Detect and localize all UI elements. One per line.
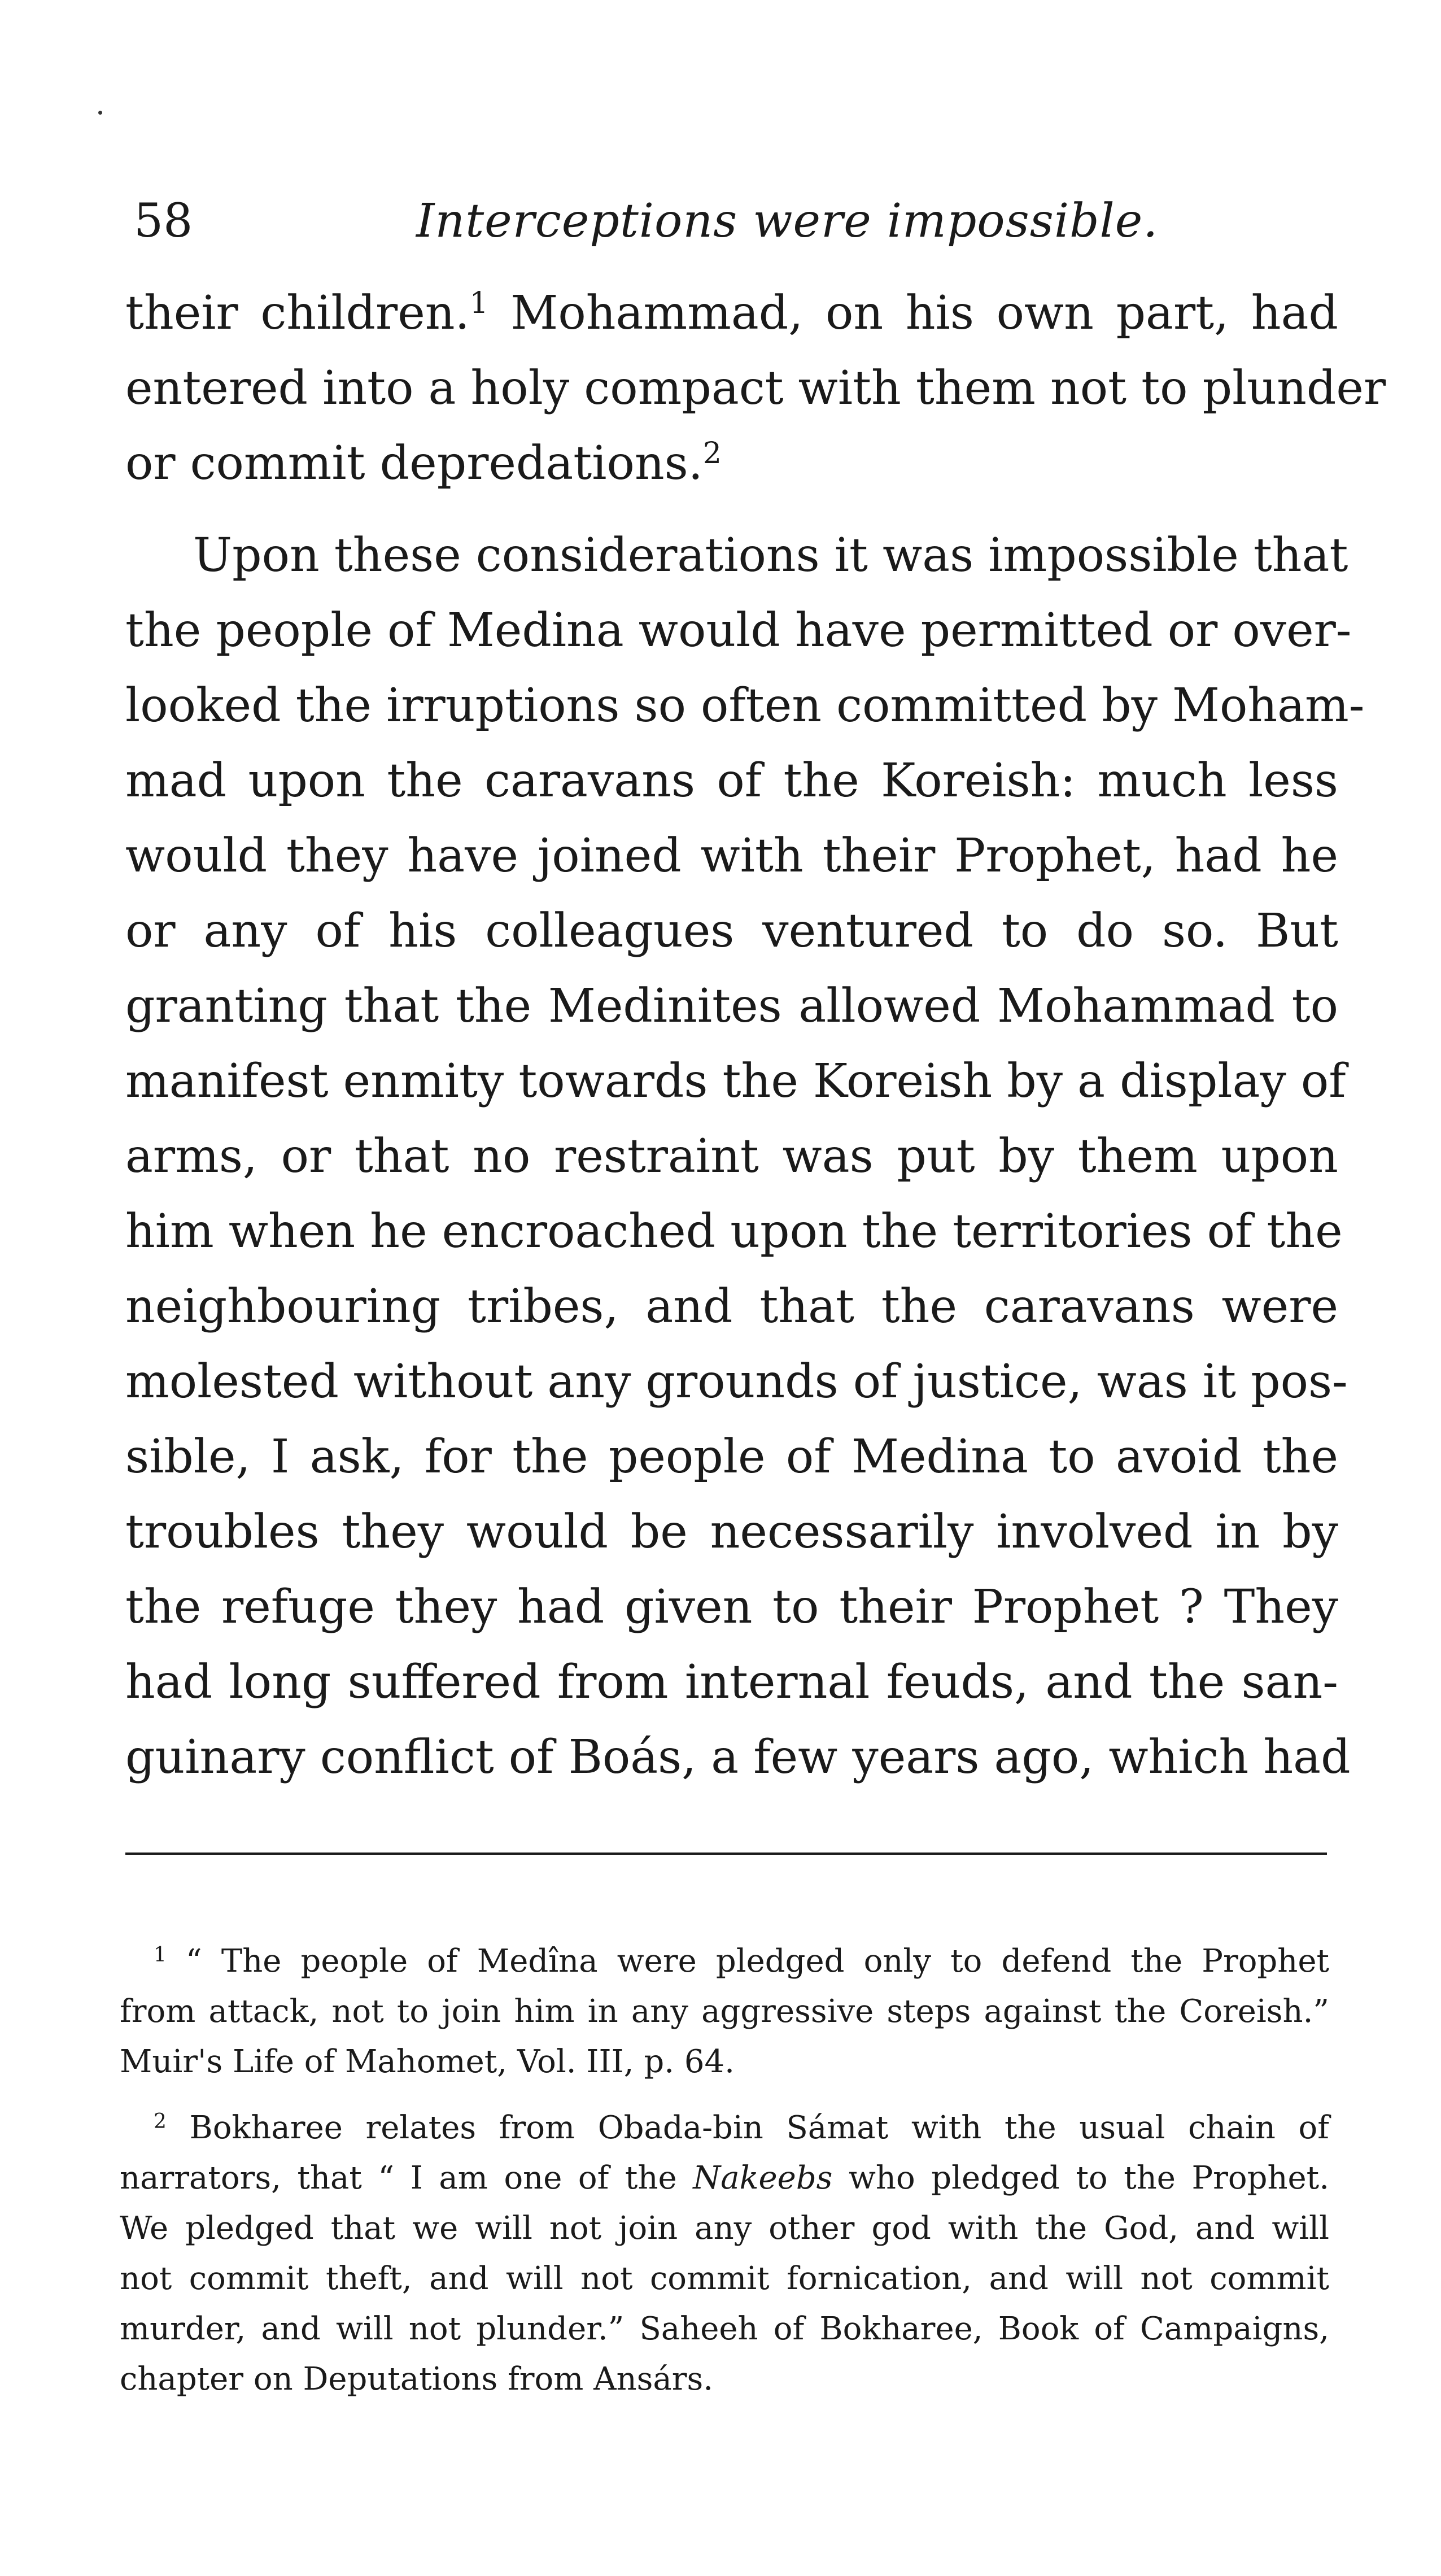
text-segment: “ The people of Medîna were pledged only to defend the Prophet xyxy=(166,1943,1329,1980)
footnote-1 xyxy=(120,1936,1329,2087)
body-text xyxy=(125,276,1386,1795)
text-line: guinary conflict of Boás, a few years ago, which had xyxy=(125,1731,1351,1784)
text-line xyxy=(125,426,1338,501)
text-line: arms, or that no restraint was put by them upon xyxy=(125,1130,1338,1183)
text-line: molested without any grounds of justice, was it pos- xyxy=(125,1355,1348,1409)
text-line: Upon these considerations it was impossible that xyxy=(193,529,1348,582)
page-speck xyxy=(98,111,102,115)
footnote-line: We pledged that we will not join any other god with the God, and will xyxy=(120,2210,1329,2247)
text-segment-italic: Nakeebs xyxy=(693,2160,833,2196)
footnote-ref-1: 1 xyxy=(469,286,488,320)
text-segment: or commit depredations. xyxy=(125,437,703,490)
footnote-line xyxy=(120,2103,1329,2153)
footnote-rule xyxy=(125,1853,1327,1855)
text-line: troubles they would be necessarily involved in by xyxy=(125,1505,1338,1559)
text-line: sible, I ask, for the people of Medina to avoid the xyxy=(125,1430,1338,1484)
footnotes xyxy=(120,1936,1329,2404)
text-segment: their children. xyxy=(125,286,470,340)
page-number: 58 xyxy=(134,194,193,248)
footnote-line: from attack, not to join him in any aggressive steps against the Coreish.” xyxy=(120,1993,1329,2030)
text-segment: who pledged to the Prophet. xyxy=(832,2160,1329,2196)
paragraph-1 xyxy=(125,276,1386,501)
footnote-ref-2: 2 xyxy=(702,437,722,470)
footnote-line: not commit theft, and will not commit fornication, and will not commit xyxy=(120,2260,1329,2297)
footnote-2 xyxy=(120,2103,1329,2404)
footnote-line: murder, and will not plunder.” Saheeh of Bokharee, Book of Campaigns, xyxy=(120,2311,1329,2347)
text-line: mad upon the caravans of the Koreish: much less xyxy=(125,754,1338,808)
text-line: had long suffered from internal feuds, and the san- xyxy=(125,1655,1338,1709)
text-line: entered into a holy compact with them not to plunder xyxy=(125,361,1386,415)
footnote-line: Muir's Life of Mahomet, Vol. III, p. 64. xyxy=(120,2043,735,2080)
text-line: would they have joined with their Prophet, had he xyxy=(125,829,1338,883)
footnote-line xyxy=(120,2153,1329,2203)
paragraph-2 xyxy=(125,518,1365,1795)
footnote-marker-1: 1 xyxy=(154,1943,167,1967)
page-header xyxy=(134,188,1337,255)
text-line: looked the irruptions so often committed by Moham- xyxy=(125,679,1365,733)
footnote-line: chapter on Deputations from Ansárs. xyxy=(120,2361,714,2398)
running-title: Interceptions were impossible. xyxy=(416,194,1159,248)
text-line: manifest enmity towards the Koreish by a display of xyxy=(125,1054,1346,1108)
footnote-marker-2: 2 xyxy=(154,2110,167,2133)
text-line: him when he encroached upon the territories of the xyxy=(125,1205,1343,1258)
text-line: or any of his colleagues ventured to do so. But xyxy=(125,904,1338,958)
text-segment: Mohammad, on his own part, had xyxy=(488,286,1338,340)
text-line: neighbouring tribes, and that the caravans were xyxy=(125,1280,1338,1333)
footnote-line xyxy=(120,1936,1329,1986)
text-segment: Bokharee relates from Obada-bin Sámat with the usual chain of xyxy=(166,2109,1329,2146)
text-line xyxy=(125,276,1338,351)
text-line: the people of Medina would have permitted or over- xyxy=(125,604,1352,657)
text-line: the refuge they had given to their Prophet ? They xyxy=(125,1580,1338,1634)
text-line: granting that the Medinites allowed Mohammad to xyxy=(125,979,1338,1033)
text-segment: narrators, that “ I am one of the xyxy=(120,2160,693,2196)
